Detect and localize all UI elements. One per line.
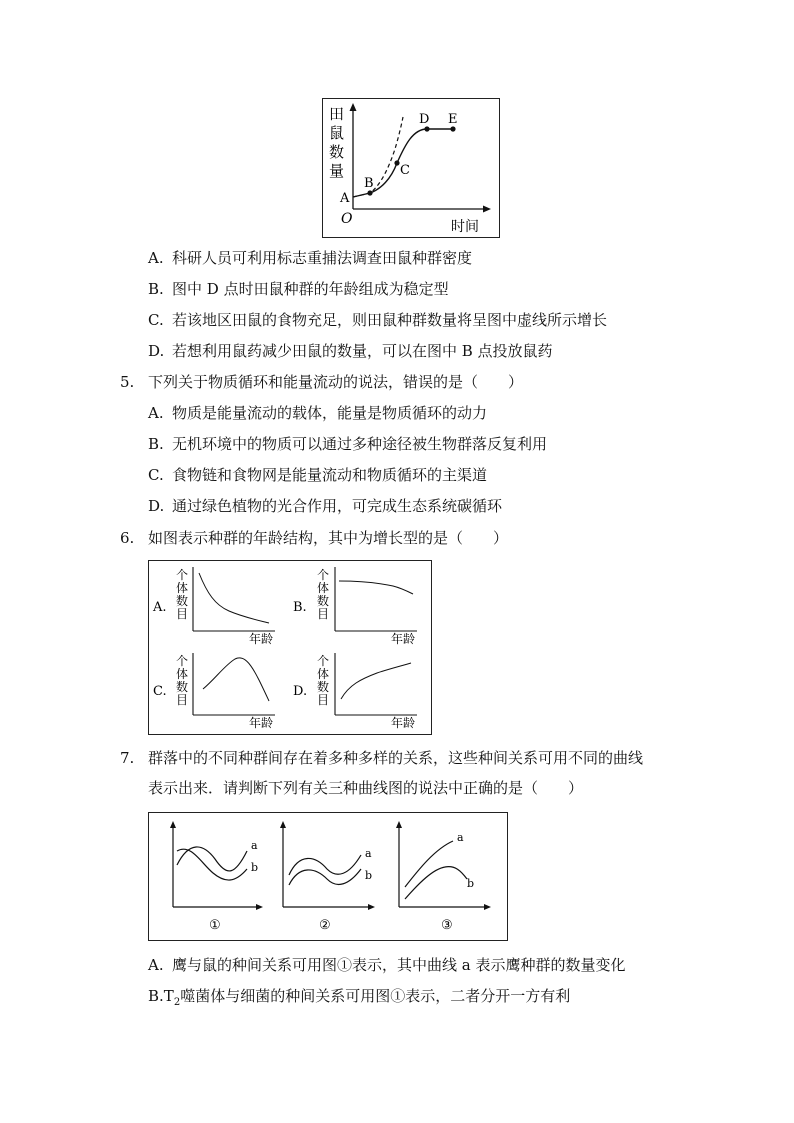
curve-label-b: b	[365, 869, 373, 882]
ylabel-char: 个	[317, 568, 330, 582]
curve-label-b: b	[251, 861, 259, 874]
age-curve	[341, 663, 411, 699]
ylabel-char: 体	[176, 581, 189, 595]
ylabel-char: 目	[176, 693, 189, 707]
fig1-point-d	[424, 126, 429, 131]
curve-b	[289, 869, 361, 885]
option-letter: D.	[148, 497, 165, 515]
ylabel-char: 个	[176, 654, 189, 668]
xlabel: 年龄	[249, 716, 274, 730]
option-letter: A.	[148, 249, 164, 267]
curve-b	[405, 867, 467, 899]
fig1-point-e	[450, 126, 455, 131]
mouse-population-graph	[323, 99, 499, 237]
panel-label: D.	[293, 684, 308, 699]
ylabel-char: 个	[317, 654, 330, 668]
ylabel-char: 目	[317, 693, 330, 707]
fig1-x-arrow	[483, 206, 491, 213]
age-panel-c	[153, 653, 275, 730]
xlabel: 年龄	[249, 632, 274, 646]
q6-number: 6.	[120, 529, 135, 547]
q6-stem: 如图表示种群的年龄结构，其中为增长型的是（ ）	[148, 529, 509, 547]
ylabel-char: 体	[317, 667, 330, 681]
ylabel-char: 目	[176, 607, 189, 621]
ylabel-char: 目	[317, 607, 330, 621]
ylabel-char: 体	[176, 667, 189, 681]
x-arrow	[256, 904, 263, 910]
y-arrow	[396, 821, 402, 828]
q5-option-c[interactable]	[148, 465, 487, 485]
age-structure-figure	[148, 560, 432, 735]
q4-option-d[interactable]	[148, 341, 553, 361]
fig1-y-arrow	[350, 103, 357, 111]
option-text: 通过绿色植物的光合作用，可完成生态系统碳循环	[172, 497, 503, 515]
ylabel-char: 数	[176, 680, 189, 694]
q5-option-b[interactable]	[148, 434, 547, 454]
option-prefix: T	[163, 987, 174, 1005]
age-curve	[199, 573, 269, 623]
y-arrow	[280, 821, 286, 828]
curve-a	[405, 841, 453, 887]
option-text: 食物链和食物网是能量流动和物质循环的主渠道	[172, 466, 488, 484]
option-letter: B.	[148, 280, 164, 298]
option-text: 若该地区田鼠的食物充足，则田鼠种群数量将呈图中虚线所示增长	[172, 311, 608, 329]
q7-option-b[interactable]	[148, 986, 570, 1013]
curve-label-a: a	[365, 847, 372, 860]
option-letter: A.	[148, 956, 164, 974]
fig1-label-e: E	[448, 112, 458, 127]
ylabel-char: 数	[176, 594, 189, 608]
q5-number: 5.	[120, 373, 135, 391]
fig1-label-c: C	[400, 163, 410, 178]
option-text: 物质是能量流动的载体，能量是物质循环的动力	[172, 404, 488, 422]
option-subscript: 2	[173, 997, 181, 1008]
x-arrow	[368, 904, 375, 910]
option-letter: C.	[148, 466, 164, 484]
xlabel: 年龄	[391, 632, 416, 646]
q4-option-a[interactable]	[148, 248, 472, 268]
x-arrow	[484, 904, 491, 910]
curve-a	[177, 847, 247, 871]
age-structure-graphs	[149, 561, 431, 734]
option-text: 图中 D 点时田鼠种群的年龄组成为稳定型	[172, 280, 449, 298]
option-text: 鹰与鼠的种间关系可用图①表示，其中曲线 a 表示鹰种群的数量变化	[172, 956, 626, 974]
option-text: 若想利用鼠药减少田鼠的数量，可以在图中 B 点投放鼠药	[172, 342, 553, 360]
option-letter: D.	[148, 342, 165, 360]
curve-b	[177, 849, 247, 880]
age-panel-a	[152, 567, 275, 646]
relation-panel-1	[170, 821, 263, 933]
fig1-label-a: A	[340, 191, 350, 206]
q7-stem-line1: 群落中的不同种群间存在着多种多样的关系，这些种间关系可用不同的曲线	[148, 749, 644, 767]
age-panel-b	[293, 567, 417, 646]
fig1-ylabel-char: 数	[329, 143, 345, 161]
q5-stem: 下列关于物质循环和能量流动的说法，错误的是（ ）	[148, 373, 524, 391]
option-letter: C.	[148, 311, 164, 329]
fig1-j-curve-dashed	[353, 117, 403, 197]
curve-label-a: a	[251, 839, 258, 852]
curve-label-b: b	[467, 877, 475, 890]
species-relation-graphs	[149, 813, 507, 940]
q7-stem-line2: 表示出来．请判断下列有关三种曲线图的说法中正确的是（ ）	[148, 779, 584, 797]
option-letter: A.	[148, 404, 164, 422]
relation-panel-2	[280, 821, 375, 933]
panel-label: ②	[319, 918, 331, 933]
fig1-ylabel-char: 田	[329, 105, 345, 123]
curve-label-a: a	[457, 831, 464, 844]
mouse-population-figure	[322, 98, 500, 238]
species-relation-figure	[148, 812, 508, 941]
option-text: 科研人员可利用标志重捕法调查田鼠种群密度	[172, 249, 473, 267]
panel-label: C.	[153, 684, 167, 699]
fig1-label-d: D	[419, 112, 430, 127]
option-text: 噬菌体与细菌的种间关系可用图①表示，二者分开一方有利	[180, 987, 571, 1005]
fig1-ylabel-char: 量	[329, 162, 345, 180]
age-curve	[203, 658, 269, 701]
fig1-point-c	[394, 160, 399, 165]
age-panel-d	[293, 653, 417, 730]
option-letter: B.	[148, 435, 164, 453]
y-arrow	[170, 821, 176, 828]
fig1-xlabel: 时间	[451, 219, 479, 235]
option-letter: B.	[148, 987, 164, 1005]
fig1-point-b	[367, 190, 372, 195]
fig1-origin: O	[341, 211, 353, 227]
ylabel-char: 数	[317, 680, 330, 694]
panel-label: A.	[153, 600, 167, 615]
fig1-label-b: B	[364, 176, 374, 191]
panel-label: B.	[293, 600, 307, 615]
relation-panel-3	[396, 821, 491, 933]
q7-option-a[interactable]	[148, 955, 625, 975]
q5-option-a[interactable]	[148, 403, 487, 423]
age-curve	[339, 581, 413, 594]
panel-label: ①	[209, 918, 221, 933]
q7-number: 7.	[120, 749, 135, 767]
q5-option-d[interactable]	[148, 496, 502, 516]
q4-option-b[interactable]	[148, 279, 449, 299]
xlabel: 年龄	[391, 716, 416, 730]
panel-label: ③	[441, 918, 453, 933]
ylabel-char: 数	[317, 594, 330, 608]
option-text: 无机环境中的物质可以通过多种途径被生物群落反复利用	[172, 435, 548, 453]
q4-option-c[interactable]	[148, 310, 607, 330]
fig1-ylabel-char: 鼠	[329, 124, 345, 142]
ylabel-char: 个	[176, 568, 189, 582]
ylabel-char: 体	[317, 581, 330, 595]
